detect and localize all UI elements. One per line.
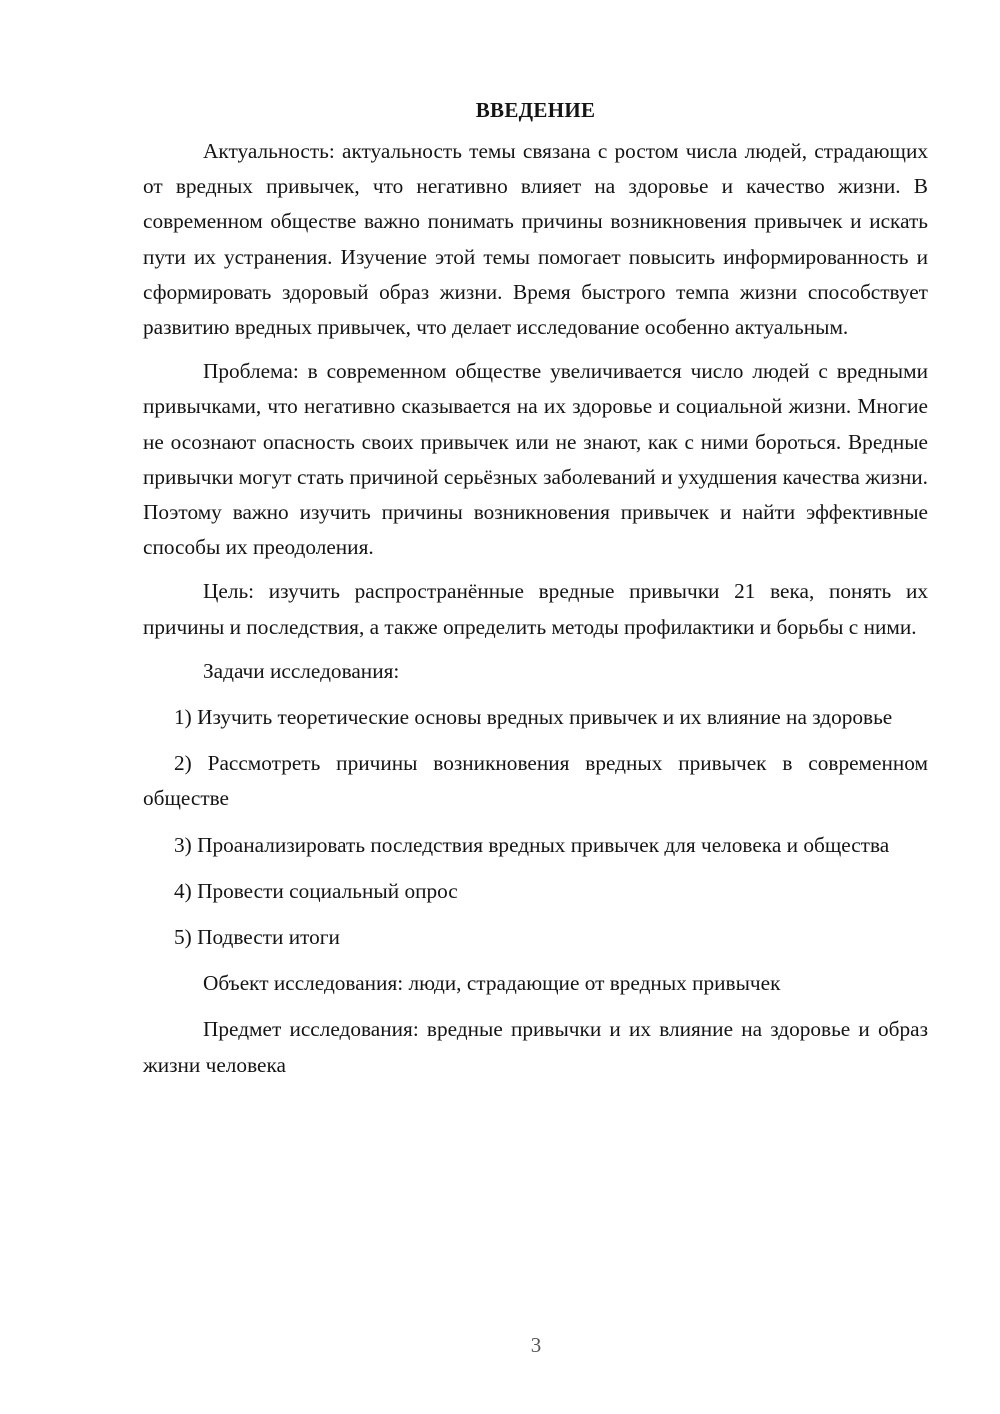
relevance-paragraph: Актуальность: актуальность темы связана с ростом числа людей, страдающих от вредных привычек, что негативно влияет на здоровье и качество жизни. В современном обществе важно понимать причины возникновения привычек и искать пути их устранения. Изучение этой темы помогает повысить информированность и сформировать здоровый образ жизни. Время быстрого темпа жизни способствует развитию вредных привычек, что делает исследование особенно актуальным. [143, 139, 928, 340]
goal-paragraph: Цель: изучить распространённые вредные привычки 21 века, понять их причины и последствия, а также определить методы профилактики и борьбы с ними. [143, 579, 928, 639]
problem-paragraph: Проблема: в современном обществе увеличивается число людей с вредными привычками, что негативно сказывается на их здоровье и социальной жизни. Многие не осознают опасность своих привычек или не знают, как с ними бороться. Вредные привычки могут стать причиной серьёзных заболеваний и ухудшения качества жизни. Поэтому важно изучить причины возникновения привычек и найти эффективные способы их преодоления. [143, 359, 928, 560]
task-item-4: 4) Провести социальный опрос [174, 878, 458, 903]
tasks-title: Задачи исследования: [203, 658, 400, 683]
section-heading: ВВЕДЕНИЕ [475, 98, 596, 122]
page-content [143, 96, 928, 1083]
task-item-3: 3) Проанализировать последствия вредных привычек для человека и общества [174, 832, 890, 857]
task-item-1: 1) Изучить теоретические основы вредных привычек и их влияние на здоровье [174, 705, 893, 730]
object-paragraph: Объект исследования: люди, страдающие от вредных привычек [203, 971, 781, 996]
page-number: 3 [530, 1333, 542, 1357]
subject-paragraph: Предмет исследования: вредные привычки и их влияние на здоровье и образ жизни человека [143, 1017, 928, 1077]
task-item-2: 2) Рассмотреть причины возникновения вредных привычек в современном обществе [143, 751, 928, 811]
task-item-5: 5) Подвести итоги [174, 925, 340, 950]
